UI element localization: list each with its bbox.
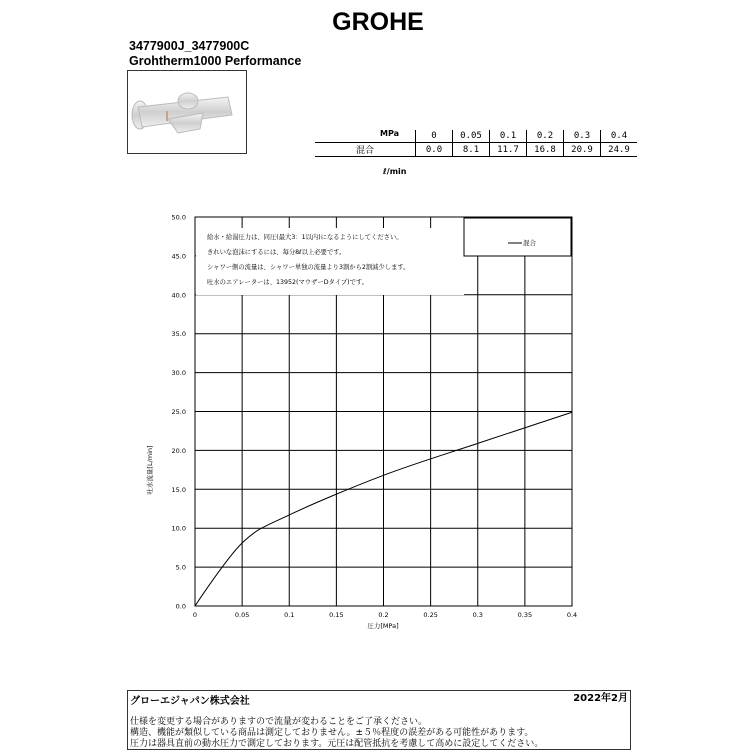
row-label: 混合 <box>315 143 416 157</box>
y-tick-label: 40.0 <box>171 291 186 300</box>
note: 給水・給湯圧力は、同圧(最大3：1以内)になるようにしてください。 <box>207 234 403 241</box>
x-tick-label: 0.25 <box>423 611 438 619</box>
table-header: 0.1 <box>490 130 527 143</box>
x-tick-label: 0.2 <box>378 611 389 619</box>
model-name: Grohtherm1000 Performance <box>129 54 302 68</box>
y-tick-label: 5.0 <box>175 563 186 572</box>
x-tick-label: 0 <box>192 611 198 619</box>
table-cell: 0.0 <box>416 143 453 157</box>
x-tick-label: 0.15 <box>329 611 344 619</box>
x-tick-label: 0.3 <box>472 611 483 619</box>
y-tick-label: 15.0 <box>171 485 186 494</box>
x-axis-label: 圧力[MPa] <box>367 622 399 630</box>
issue-date: 2022年2月 <box>573 693 628 704</box>
table-header: 0 <box>416 130 453 143</box>
table-header: 0.3 <box>564 130 601 143</box>
y-tick-label: 30.0 <box>171 369 186 378</box>
x-tick-label: 0.35 <box>517 611 533 619</box>
brand-logo: GROHE <box>332 8 424 36</box>
company-name: グローエジャパン株式会社 <box>130 696 250 707</box>
footer-box <box>127 690 631 750</box>
table-cell: 24.9 <box>601 143 638 157</box>
footer-note: 構造、機能が類似している商品は測定しておりません。±５％程度の誤差がある可能性があります。 <box>130 728 534 738</box>
x-tick-label: 0.4 <box>566 611 578 619</box>
x-tick-label: 0.1 <box>284 611 295 619</box>
model-code: 3477900J_3477900C <box>129 39 250 53</box>
y-tick-label: 45.0 <box>171 252 186 261</box>
footer-note: 圧力は器具直前の動水圧力で測定しております。元圧は配管抵抗を考慮して高めに設定してください。 <box>130 739 544 749</box>
table-unit-flow: ℓ/min <box>383 167 407 176</box>
footer-note: 仕様を変更する場合がありますので流量が変わることをご了承ください。 <box>130 717 428 727</box>
note: 吐水のエアレーターは、13952(マウザーDタイプ)です。 <box>207 279 368 286</box>
table-cell: 8.1 <box>453 143 490 157</box>
table-cell: 16.8 <box>527 143 564 157</box>
table-cell: 11.7 <box>490 143 527 157</box>
note: シャワー側の流量は、シャワー単独の流量より3割から2割減少します。 <box>207 264 410 271</box>
table-unit-pressure: MPa <box>380 129 400 138</box>
y-tick-label: 35.0 <box>171 330 186 339</box>
table-header: 0.4 <box>601 130 638 143</box>
table-cell: 20.9 <box>564 143 601 157</box>
y-tick-label: 20.0 <box>171 446 186 455</box>
table-header: 0.2 <box>527 130 564 143</box>
y-tick-label: 10.0 <box>171 524 186 533</box>
legend-label: 混合 <box>523 239 536 247</box>
x-tick-label: 0.05 <box>234 611 250 619</box>
table-header: 0.05 <box>453 130 490 143</box>
y-tick-label: 50.0 <box>171 213 186 222</box>
y-tick-label: 0.0 <box>175 602 186 611</box>
y-tick-label: 25.0 <box>171 408 186 416</box>
y-axis-label: 吐水流量[L/min] <box>146 445 154 495</box>
note: きれいな泡沫にするには、毎分8ℓ以上必要です。 <box>207 249 346 256</box>
legend <box>464 218 571 256</box>
